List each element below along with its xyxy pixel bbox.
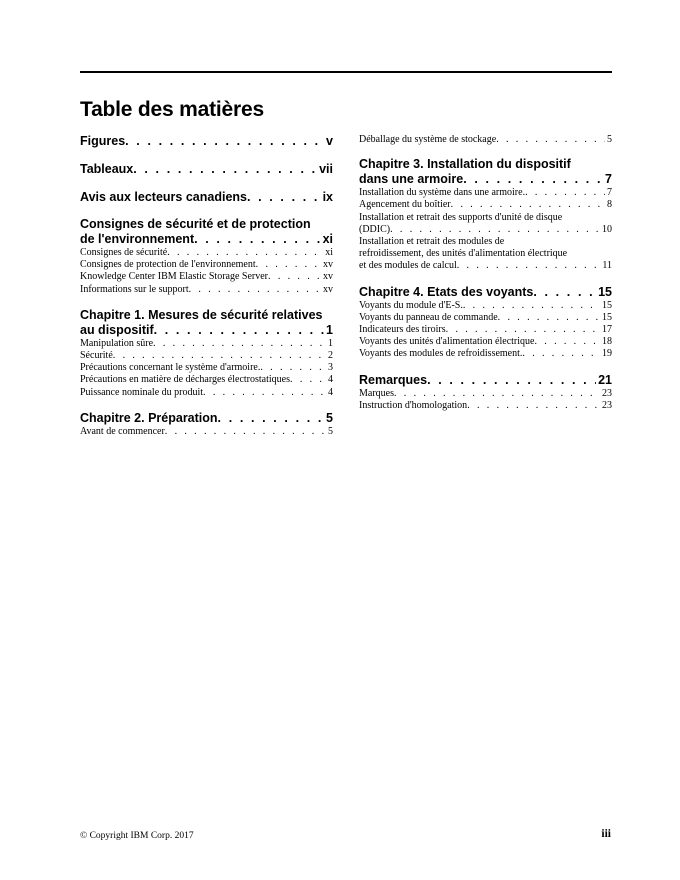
dot-leader [218,411,325,426]
page-title: Table des matières [80,98,264,121]
toc-subentry[interactable]: Informations sur le support . . . xv [80,284,333,296]
toc-subentry[interactable]: Consignes de protection de l'environnement . . . xv [80,259,333,271]
dot-leader [133,162,317,177]
entry-title-line1: Chapitre 3. Installation du dispositif [359,157,571,172]
toc-entry-remarques[interactable] [359,373,612,388]
chapitre2-subentries [80,426,333,438]
toc-left-column [80,134,333,438]
toc-entry-consignes[interactable] [80,217,333,247]
toc-subentry[interactable]: Indicateurs des tiroirs . . . 17 [359,324,612,336]
entry-title-line1: Chapitre 1. Mesures de sécurité relatives [80,307,323,322]
toc-entry-tableaux[interactable] [80,162,333,177]
toc-subentry[interactable]: Puissance nominale du produit . . . 4 [80,387,333,399]
copyright-notice: © Copyright IBM Corp. 2017 [80,831,194,841]
entry-page: 1 [326,322,333,337]
entry-title: Remarques [359,372,428,387]
toc-entry-figures[interactable] [80,134,333,149]
toc-entry-avis[interactable] [80,190,333,205]
toc-right-column [359,134,612,412]
deballage-subentry-group [359,134,612,146]
toc-subentry[interactable]: Voyants des unités d'alimentation électrique . . . 18 [359,336,612,348]
toc-entry-chapitre1[interactable] [80,308,333,338]
entry-page: 15 [598,284,612,299]
toc-subentry[interactable]: Précautions en matière de décharges électrostatiques . . . 4 [80,374,333,386]
entry-page: 5 [326,410,333,425]
header-rule [80,71,612,73]
entry-title: Chapitre 2. Préparation [80,410,218,425]
remarques-subentries [359,388,612,412]
toc-entry-chapitre4[interactable] [359,285,612,300]
entry-title-line2: au dispositif [80,322,154,337]
entry-page: 21 [598,372,612,387]
toc-subentry-modules[interactable]: Installation et retrait des modules de refroidissement, des unités d'alimentation électrique et des modules de calcul . . . 11 [359,236,612,273]
dot-leader [154,323,324,338]
dot-leader [533,285,596,300]
toc-subentry[interactable]: Manipulation sûre . . . 1 [80,338,333,350]
entry-title-line1: Consignes de sécurité et de protection [80,217,311,231]
chapitre3-subentries [359,187,612,272]
entry-title: Tableaux [80,162,134,176]
entry-page: 7 [605,172,612,187]
dot-leader [463,172,603,187]
entry-title: Chapitre 4. Etats des voyants [359,284,534,299]
entry-page: v [326,134,333,148]
toc-entry-chapitre2[interactable] [80,411,333,426]
consignes-subentries [80,247,333,296]
dot-leader [247,190,321,205]
entry-page: vii [319,162,333,176]
toc-subentry[interactable]: Précautions concernant le système d'armoire. . . . 3 [80,362,333,374]
dot-leader [125,134,324,149]
toc-subentry[interactable]: Avant de commencer . . . 5 [80,426,333,438]
entry-page: xi [322,232,333,246]
toc-subentry[interactable]: Déballage du système de stockage . . . 5 [359,134,612,146]
toc-subentry[interactable]: Agencement du boîtier . . . 8 [359,199,612,211]
entry-title: Avis aux lecteurs canadiens [80,190,247,204]
dot-leader [427,373,596,388]
toc-subentry-ddic[interactable]: Installation et retrait des supports d'unité de disque (DDIC) . . . 10 [359,212,612,236]
toc-subentry[interactable]: Sécurité . . . 2 [80,350,333,362]
entry-page: ix [322,190,333,204]
entry-title-line2: dans une armoire [359,172,464,187]
toc-subentry[interactable]: Instruction d'homologation . . . 23 [359,400,612,412]
toc-subentry[interactable]: Knowledge Center IBM Elastic Storage Server . . . xv [80,271,333,283]
toc-entry-chapitre3[interactable] [359,157,612,187]
toc-subentry[interactable]: Marques . . . 23 [359,388,612,400]
entry-title: Figures [80,134,126,148]
toc-subentry[interactable]: Installation du système dans une armoire. . . . 7 [359,187,612,199]
entry-title-line2: de l'environnement [80,232,195,246]
toc-subentry[interactable]: Voyants des modules de refroidissement. . . . 19 [359,348,612,360]
chapitre4-subentries [359,300,612,361]
dot-leader [194,232,320,247]
page-number: iii [601,828,611,840]
chapitre1-subentries [80,338,333,399]
toc-subentry[interactable]: Voyants du module d'E-S. . . . 15 [359,300,612,312]
toc-subentry[interactable]: Voyants du panneau de commande . . . 15 [359,312,612,324]
toc-subentry[interactable]: Consignes de sécurité . . . xi [80,247,333,259]
